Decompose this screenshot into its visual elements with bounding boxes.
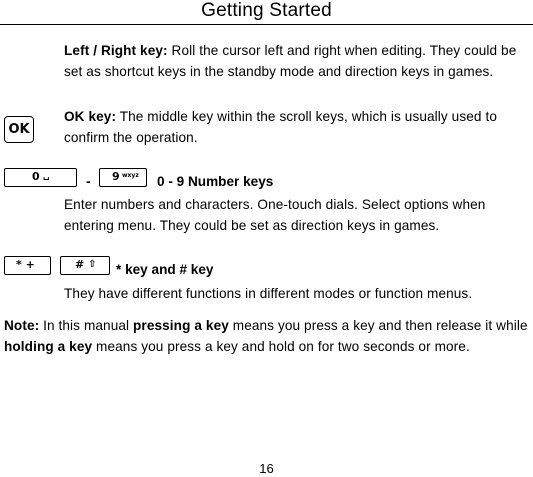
note-paragraph (4, 315, 528, 357)
ok-key-text: The middle key within the scroll keys, which is usually used to confirm the operation. (64, 109, 497, 145)
shift-symbol: ⇧ (88, 259, 97, 270)
star-hash-paragraph: They have different functions in different modes or function menus. (64, 286, 473, 301)
space-symbol: ␣ (43, 171, 50, 181)
number-keys-heading: 0 - 9 Number keys (157, 174, 274, 189)
star-key-label: * + (16, 258, 35, 271)
key-range-separator: - (86, 173, 91, 189)
note-text: means you press a key and hold on for two seconds or more. (92, 339, 470, 354)
star-key-icon (4, 256, 51, 275)
key-9-digit: 9 (112, 170, 120, 183)
page-number: 16 (259, 461, 274, 476)
page-title: Getting Started (201, 0, 332, 21)
star-hash-heading: * key and # key (116, 262, 214, 277)
hash-key-icon (60, 256, 110, 275)
key-9-letters: wxyz (122, 172, 139, 179)
term-holding: holding a key (4, 339, 93, 354)
ok-key-paragraph (64, 106, 526, 148)
note-label: Note: (4, 318, 40, 333)
hash-key-char: # (75, 258, 85, 271)
ok-key-icon-label: OK (8, 122, 30, 137)
header-rule (0, 24, 533, 25)
key-9-icon (99, 168, 147, 187)
number-keys-paragraph: Enter numbers and characters. One-touch dials. Select options when entering menu. They could be set as direction keys in games. (64, 197, 486, 233)
nav-keys-text: Roll the cursor left and right when editing. They could be set as shortcut keys in the standby mode and direction keys in games. (64, 43, 517, 79)
key-0-digit: 0 (32, 170, 40, 183)
key-0-icon (4, 168, 77, 187)
nav-keys-paragraph (64, 40, 526, 82)
note-text: In this manual (39, 318, 134, 333)
ok-key-label: OK key: (64, 109, 117, 124)
term-pressing: pressing a key (133, 318, 229, 333)
ok-key-icon (4, 116, 34, 143)
nav-keys-label: Left / Right key: (64, 43, 168, 58)
note-text: means you press a key and then release it while (228, 318, 528, 333)
